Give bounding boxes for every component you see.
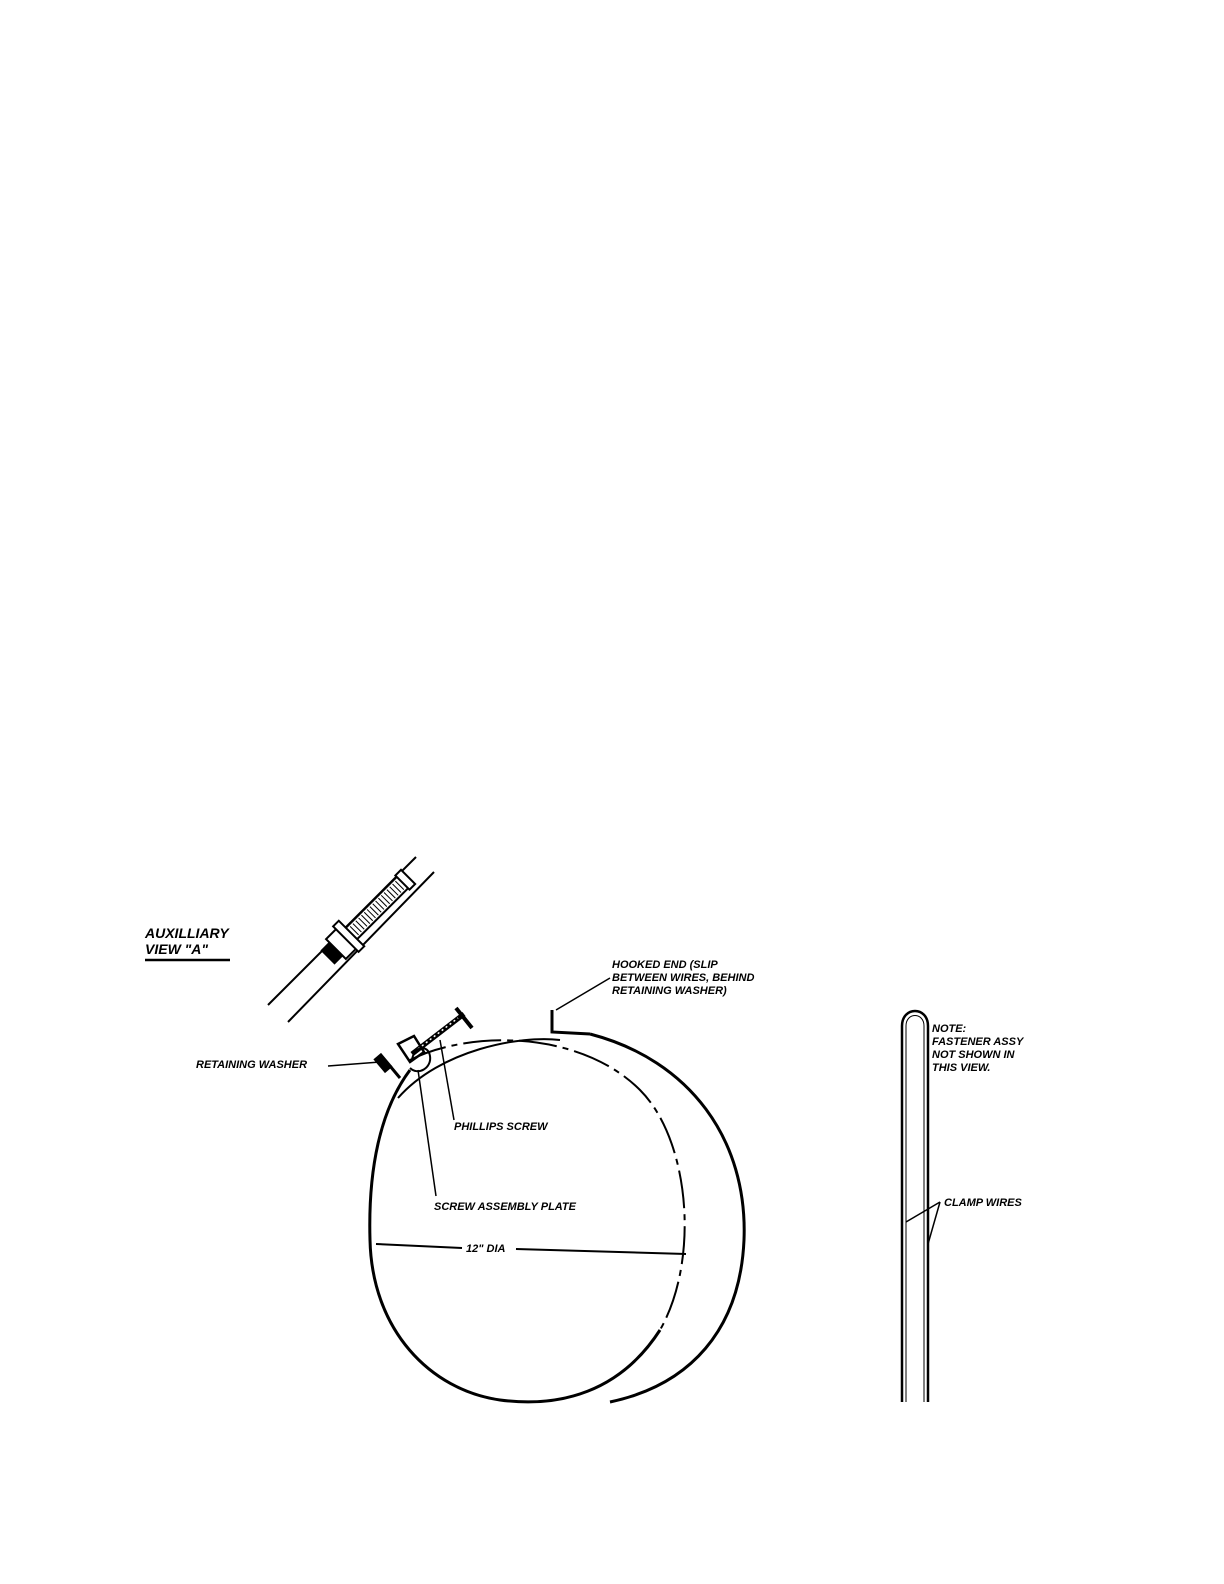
note-line4: THIS VIEW. [932, 1062, 991, 1074]
outer-clamp-band [590, 1034, 744, 1402]
auxiliary-view-title-line2: VIEW "A" [145, 941, 209, 957]
hooked-end-label-line2: BETWEEN WIRES, BEHIND [612, 972, 755, 984]
main-clamp-view [196, 959, 754, 1402]
retaining-washer-leader [328, 1062, 380, 1066]
note-line1: NOTE: [932, 1023, 967, 1035]
aux-screw-end [395, 870, 415, 890]
hooked-end-leader [556, 978, 610, 1010]
retaining-washer-label: RETAINING WASHER [196, 1059, 308, 1071]
screw-assembly [373, 1036, 430, 1078]
diameter-label: 12" DIA [466, 1243, 506, 1255]
phillips-screw-leader [440, 1040, 454, 1120]
phillips-screw-label: PHILLIPS SCREW [454, 1121, 548, 1133]
diameter-line-right [516, 1249, 686, 1254]
clamp-wire-inner [906, 1016, 924, 1403]
inner-band-front [370, 1070, 660, 1402]
auxiliary-view-a [144, 857, 434, 1022]
inner-band-hidden [410, 1040, 685, 1330]
clamp-wires-label: CLAMP WIRES [944, 1197, 1022, 1209]
hooked-end [552, 1010, 590, 1034]
screw-assembly-plate-leader [418, 1070, 436, 1196]
aux-fastener-assembly [315, 864, 421, 970]
hooked-end-label-line1: HOOKED END (SLIP [612, 959, 718, 971]
diameter-line-left [376, 1244, 462, 1248]
hooked-end-label-line3: RETAINING WASHER) [612, 985, 727, 997]
note-line2: FASTENER ASSY [932, 1036, 1024, 1048]
side-view-clamp-wires [902, 1011, 1025, 1402]
screw-assembly-plate-label: SCREW ASSEMBLY PLATE [434, 1201, 576, 1213]
auxiliary-view-title-line1: AUXILLIARY [145, 925, 229, 941]
note-line3: NOT SHOWN IN [932, 1049, 1015, 1061]
